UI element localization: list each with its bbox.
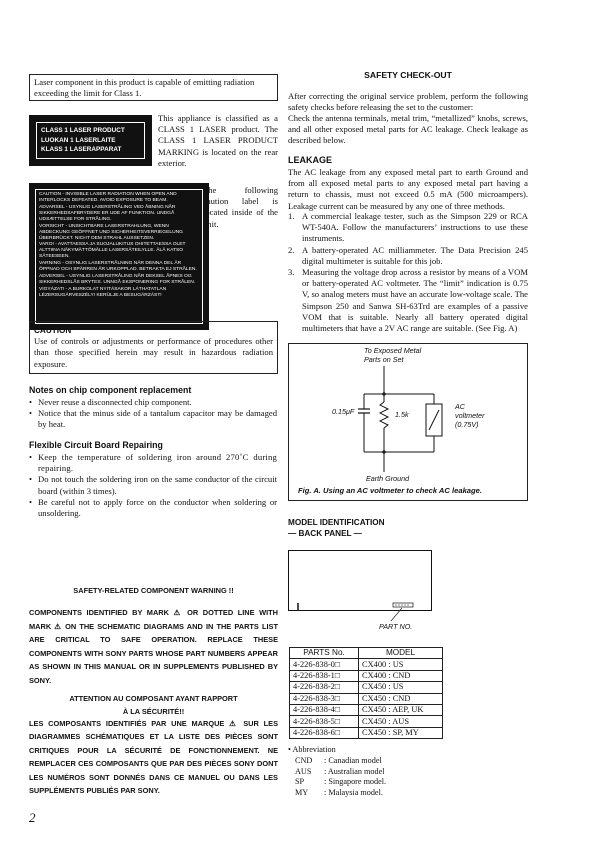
table-row — [290, 704, 443, 715]
abbreviation-title: • Abbreviation — [288, 745, 336, 754]
table-cell: 4-226-838-5□ — [290, 716, 359, 727]
table-cell: CX400 : CND — [359, 670, 443, 681]
safety-warning-body: COMPONENTS IDENTIFIED BY MARK ⚠ OR DOTTED LINE WITH MARK ⚠ ON THE SCHEMATIC DIAGRAMS AND IN THE PARTS LIST ARE CRITICAL TO SAFE OPERATION. REPLACE THESE COMPONENTS WITH SONY PARTS WHOSE PART NUMBERS APPEAR AS SHOWN IN THIS MANUAL OR IN SUPPLEMENTS PUBLISHED BY SONY. — [29, 608, 278, 685]
caution-title: CAUTION — [34, 326, 72, 335]
meter-label-2: voltmeter — [455, 411, 485, 420]
list-item: AUS : Australian model — [295, 766, 385, 776]
safety-checkout-intro: After correcting the original service problem, perform the following safety checks before releasing the set to the customer: — [288, 91, 528, 113]
table-cell: 4-226-838-6□ — [290, 727, 359, 738]
list-item: 3. Measuring the voltage drop across a resistor by means of a VOM or battery-operated AC voltmeter. The “limit” indication is 0.75 V, so analog meters must have an accurate low-voltage scale. The Simpson 250 and Sanwa SH-63Trd are examples of a passive VOM that is suitable. Nearly all battery operated digital multimeters that have a 2V AC range are suitable. (See Fig. A) — [288, 267, 528, 334]
caution-label-line: VARO! - AVATTAESSA JA SUOJALUKITUS OHITETTAESSA OLET ALTTIINA NÄKYMÄTTÖMÄLLE LASERSÄTEILYLLE. ÄLÄ KATSO SÄTEESEEN. — [39, 242, 186, 260]
table-cell: CX450 : AUS — [359, 716, 443, 727]
laser-notice-text: Laser component in this product is capable of emitting radiation exceeding the limit for Class 1. — [34, 77, 255, 99]
chip-notes-title: Notes on chip component replacement — [29, 385, 192, 395]
table-row — [290, 670, 443, 681]
table-cell: CX400 : US — [359, 659, 443, 670]
resistor-label: 1.5k — [395, 410, 409, 419]
table-cell: CX450 : AEP, UK — [359, 704, 443, 715]
chip-notes-list — [29, 397, 277, 431]
abbreviation-list — [295, 756, 386, 798]
list-item: 1. A commercial leakage tester, such as the Simpson 229 or RCA WT-540A. Follow the manufacturers’ instructions to use these instruments. — [288, 211, 528, 244]
caution-label-line: ADVARSEL - USYNLIG LASERSTRÅLING VED ÅBNING NÅR SIKKERHEDSAFBRYDERE ER UDE AF FUNKTION. UNDGÅ UDSÆTTELSE FOR STRÅLING. — [39, 204, 176, 222]
safety-checkout-intro2: Check the antenna terminals, metal trim, “metallized” knobs, screws, and all other exposed metal parts for AC leakage. Check leakage as described below. — [288, 113, 528, 146]
table-cell: CX450 : SP, MY — [359, 727, 443, 738]
table-cell: 4-226-838-1□ — [290, 670, 359, 681]
list-item: • Notice that the minus side of a tantalum capacitor may be damaged by heat. — [29, 408, 277, 430]
caution-box — [29, 321, 278, 374]
class1-laser-label — [29, 115, 152, 166]
safety-checkout-title: SAFETY CHECK-OUT — [364, 70, 452, 80]
flex-board-title: Flexible Circuit Board Repairing — [29, 440, 163, 450]
list-item: • Do not touch the soldering iron on the same conductor of the circuit board (within 3 times). — [29, 474, 277, 496]
table-cell: 4-226-838-2□ — [290, 682, 359, 693]
list-item: • Be careful not to apply force on the conductor when soldering or unsoldering. — [29, 497, 277, 519]
table-cell: CX450 : US — [359, 682, 443, 693]
list-item: • Never reuse a disconnected chip component. — [29, 397, 277, 408]
table-header-row — [290, 648, 443, 659]
laser-notice-box — [29, 74, 278, 101]
caution-laser-label — [29, 183, 209, 330]
leakage-title: LEAKAGE — [288, 155, 333, 165]
table-row — [290, 716, 443, 727]
meter-label-3: (0.75V) — [455, 420, 479, 429]
page-number: 2 — [29, 810, 36, 825]
safety-warning-fr-body: LES COMPOSANTS IDENTIFIÉS PAR UNE MARQUE ⚠ SUR LES DIAGRAMMES SCHÉMATIQUES ET LA LISTE DES PIÈCES SONT CRITIQUES POUR LA SÉCURITÉ DE FONCTIONNEMENT. NE REMPLACER CES COMPOSANTS QUE PAR DES PIÈCES SONY DONT LES NUMÉROS SONT DONNÉS DANS CE MANUEL OU DANS LES SUPPLÉMENTS PUBLIÉS PAR SONY. — [29, 719, 278, 796]
caution-label-line: VARNING - OSYNLIG LASERSTRÅLNING NÄR DENNA DEL ÄR ÖPPNAD OCH SPÄRREN ÄR URKOPPLAD. BETRAKTA EJ STRÅLEN. — [39, 261, 197, 273]
table-cell: 4-226-838-4□ — [290, 704, 359, 715]
figure-caption: Fig. A. Using an AC voltmeter to check AC leakage. — [298, 486, 482, 495]
table-cell: 4-226-838-0□ — [290, 659, 359, 670]
caution-label-line: VIGYÁZAT! - A BURKOLAT NYITÁSAKOR LÁTHATATLAN LÉZERSUGÁRVESZÉLY! KERÜLJE A BESUGÁRZÁST! — [39, 286, 167, 298]
class1-label-line: CLASS 1 LASER PRODUCT — [41, 127, 125, 134]
safety-warning-fr-title-1: ATTENTION AU COMPOSANT AYANT RAPPORT — [69, 694, 238, 703]
model-id-title: MODEL IDENTIFICATION — [288, 518, 385, 527]
table-header: MODEL — [359, 648, 443, 659]
list-item: CND : Canadian model — [295, 756, 382, 765]
part-no-label: PART NO. — [379, 622, 413, 631]
caution-label-line: CAUTION - INVISIBLE LASER RADIATION WHEN OPEN AND INTERLOCKS DEFEATED. AVOID EXPOSURE TO BEAM. — [39, 192, 177, 203]
table-cell: CX450 : CND — [359, 693, 443, 704]
list-item: SP : Singapore model. — [295, 777, 387, 787]
leakage-body: The AC leakage from any exposed metal part to earth Ground and from all exposed metal parts to any exposed metal part having a return to chassis, must not exceed 0.5 mA (500 microampers). Leakage current can be measured by any one of three methods. — [288, 167, 528, 211]
class1-label-line: KLASS 1 LASERAPPARAT — [41, 146, 122, 153]
caution-body: Use of controls or adjustments or performance of procedures other than those specified herein may result in hazardous radiation exposure. — [34, 336, 273, 369]
figure-top-label-1: To Exposed Metal — [364, 346, 422, 355]
leakage-methods-list — [288, 211, 528, 334]
back-panel-outline — [288, 541, 442, 625]
junction — [382, 392, 385, 395]
meter-label-1: AC — [455, 402, 465, 411]
table-cell: 4-226-838-3□ — [290, 693, 359, 704]
back-panel-diagram — [288, 541, 442, 631]
parts-table — [289, 647, 443, 739]
table-row — [290, 659, 443, 670]
list-item: MY : Malaysia model. — [295, 787, 383, 797]
figure-top-label-2: Parts on Set — [364, 355, 404, 364]
table-row — [290, 693, 443, 704]
flex-board-list — [29, 452, 277, 519]
class1-description: This appliance is classified as a CLASS 1 LASER product. The CLASS 1 LASER PRODUCT MARKING is located on the rear exterior. — [158, 113, 278, 168]
table-row — [290, 682, 443, 693]
resistor — [380, 402, 388, 428]
list-item: • Keep the temperature of soldering iron around 270˚C during repairing. — [29, 452, 277, 474]
safety-warning-title: SAFETY-RELATED COMPONENT WARNING !! — [73, 586, 234, 595]
caution-label-line: ADVERSEL - USYNLIG LASERSTRÅLING NÅR DEKSEL ÅPNES OG SIKKERHEDSLÅS BRYTES. UNNGÅ EKSPONERING FOR STRÅLEN. — [39, 273, 196, 285]
ground-label: Earth Ground — [366, 474, 410, 483]
table-header: PARTS No. — [290, 648, 359, 659]
caution-label-line: VORSICHT - UNSICHTBARE LASERSTRAHLUNG, WENN ABDECKUNG GEÖFFNET UND SICHERHEITSVERRIEGELUNG ÜBERBRÜCKT. NICHT DEM STRAHL AUSSETZEN. — [39, 223, 183, 241]
figure-a — [288, 343, 528, 501]
caution-label-description: The following caution label is located inside of the unit. — [203, 185, 278, 229]
list-item: 2. A battery-operated AC milliammeter. The Data Precision 245 digital multimeter is suitable for this job. — [288, 244, 528, 266]
model-id-subtitle: — BACK PANEL — — [288, 529, 362, 538]
safety-warning-fr-title-2: À LA SÉCURITÉ!! — [122, 707, 185, 716]
table-row — [290, 727, 443, 738]
junction — [382, 450, 385, 453]
class1-label-line: LUOKAN 1 LASERLAITE — [41, 137, 116, 144]
capacitor-label: 0.15μF — [332, 407, 355, 416]
